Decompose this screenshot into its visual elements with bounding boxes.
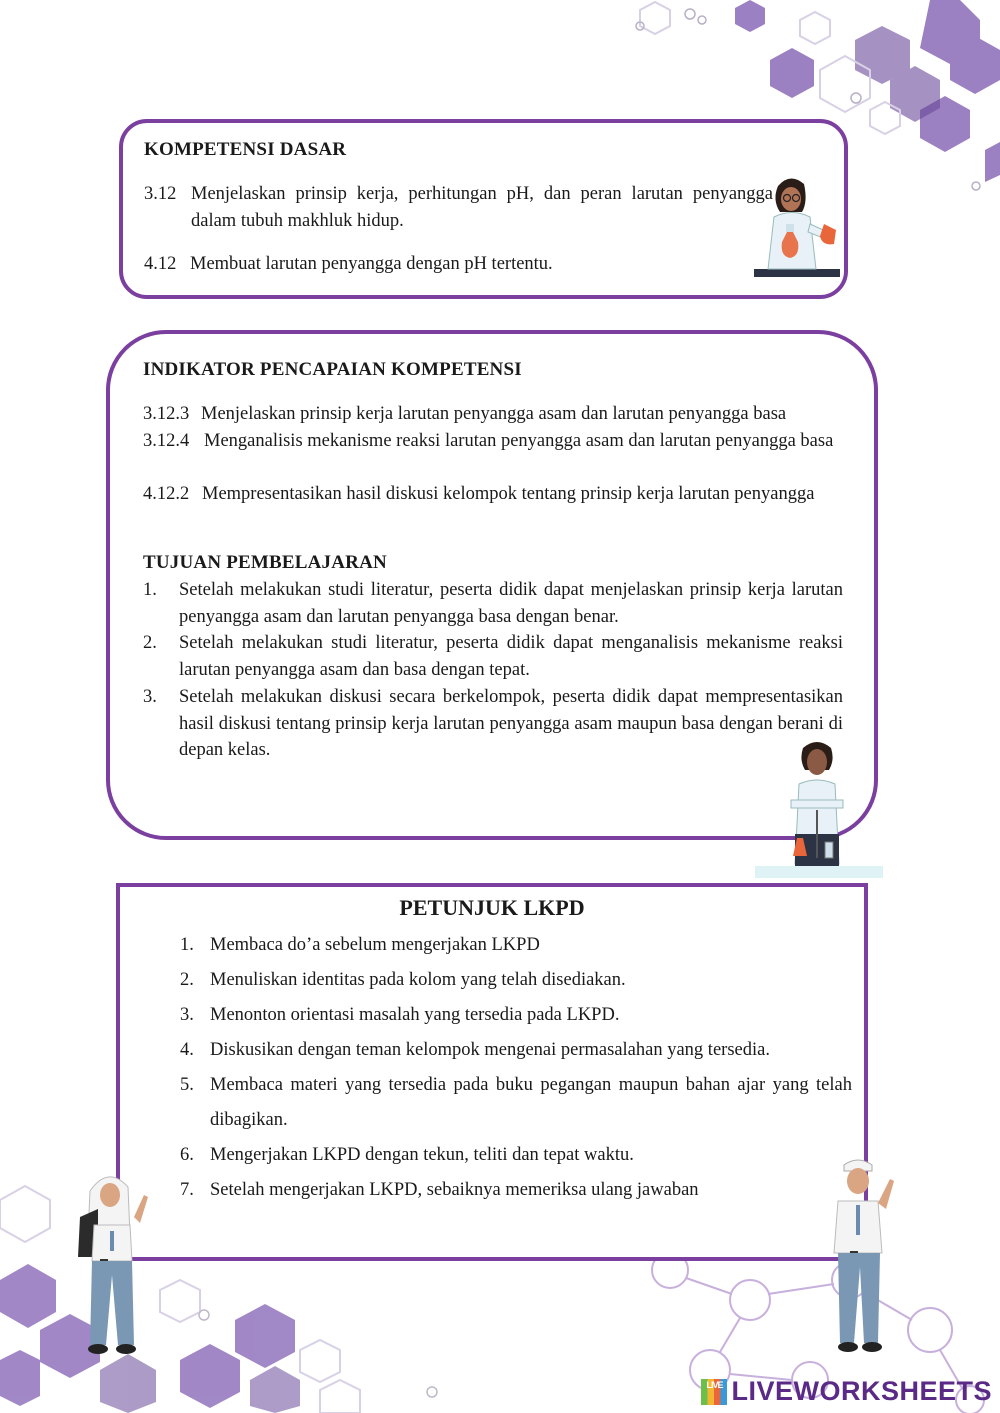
list-text: Setelah melakukan studi literatur, peserta didik dapat menjelaskan prinsip kerja larutan penyangga asam dan larutan penyangga basa dengan benar.	[179, 580, 843, 627]
petunjuk-list	[180, 928, 852, 1208]
list-text: Setelah melakukan diskusi secara berkelompok, peserta didik dapat mempresentasikan hasil diskusi tentang prinsip kerja larutan penyangga asam maupun basa dengan berani di depan kelas.	[179, 686, 843, 761]
list-number: 2.	[180, 970, 194, 990]
ipk-item-text: Menjelaskan prinsip kerja larutan penyangga asam dan larutan penyangga basa	[201, 404, 787, 424]
list-item	[143, 684, 843, 764]
ipk-item-number: 4.12.2	[143, 484, 190, 504]
list-item	[180, 963, 852, 998]
scientist-illustration	[752, 172, 844, 280]
kd-item-text: Membuat larutan penyangga dengan pH tertentu.	[190, 254, 553, 274]
list-item	[143, 630, 843, 683]
list-text: Menonton orientasi masalah yang tersedia pada LKPD.	[210, 1005, 620, 1025]
list-item	[180, 998, 852, 1033]
ipk-item-number: 3.12.4	[143, 431, 190, 451]
list-number: 3.	[143, 686, 157, 707]
list-text: Membaca materi yang tersedia pada buku pegangan maupun bahan ajar yang telah dibagikan.	[210, 1075, 852, 1130]
ipk-item-4-12-2	[143, 481, 902, 508]
liveworksheets-logo	[701, 1376, 992, 1407]
list-item	[143, 577, 843, 630]
student-girl-illustration	[70, 1165, 160, 1360]
list-text: Membaca do’a sebelum mengerjakan LKPD	[210, 935, 540, 955]
list-text: Setelah melakukan studi literatur, peserta didik dapat menganalisis mekanisme reaksi larutan penyangga asam dan basa dengan tepat.	[179, 633, 843, 681]
list-text: Menuliskan identitas pada kolom yang telah disediakan.	[210, 970, 626, 990]
list-item	[180, 1033, 852, 1068]
list-number: 3.	[180, 1005, 194, 1025]
kd-item-number: 3.12	[144, 184, 177, 204]
list-number: 4.	[180, 1040, 194, 1060]
kd-item-number: 4.12	[144, 254, 177, 274]
liveworksheets-brand: LIVEWORKSHEETS	[731, 1376, 992, 1406]
list-number: 6.	[180, 1145, 194, 1165]
indikator-title: INDIKATOR PENCAPAIAN KOMPETENSI	[143, 359, 522, 380]
list-number: 1.	[180, 935, 194, 955]
ipk-item-text: Menganalisis mekanisme reaksi larutan penyangga asam dan larutan penyangga basa	[204, 431, 834, 451]
ipk-item-3-12-3	[143, 401, 843, 428]
list-number: 1.	[143, 580, 157, 600]
list-text: Diskusikan dengan teman kelompok mengenai permasalahan yang tersedia.	[210, 1040, 770, 1060]
ipk-item-text: Mempresentasikan hasil diskusi kelompok tentang prinsip kerja larutan penyangga	[202, 484, 815, 504]
list-number: 5.	[180, 1075, 194, 1095]
list-number: 7.	[180, 1180, 194, 1200]
list-item	[180, 1068, 852, 1138]
logo-letters: LIVE	[701, 1379, 727, 1405]
list-text: Setelah mengerjakan LKPD, sebaiknya memeriksa ulang jawaban	[210, 1180, 699, 1200]
petunjuk-lkpd-title: PETUNJUK LKPD	[399, 895, 585, 920]
list-number: 2.	[143, 633, 157, 654]
kd-item-4-12	[144, 251, 726, 278]
kd-item-3-12	[144, 181, 773, 235]
list-item	[180, 1173, 852, 1208]
kompetensi-dasar-title: KOMPETENSI DASAR	[144, 139, 347, 160]
tujuan-title: TUJUAN PEMBELAJARAN	[143, 552, 387, 573]
list-text: Mengerjakan LKPD dengan tekun, teliti dan tepat waktu.	[210, 1145, 634, 1165]
list-item	[180, 928, 852, 963]
kd-item-text: Menjelaskan prinsip kerja, perhitungan pH, dan peran larutan penyangga dalam tubuh makhluk hidup.	[191, 184, 773, 231]
teacher-illustration	[755, 738, 883, 880]
tujuan-list	[143, 577, 843, 764]
list-item	[180, 1138, 852, 1173]
ipk-item-3-12-4	[143, 428, 904, 455]
student-boy-illustration	[820, 1155, 900, 1355]
ipk-item-number: 3.12.3	[143, 404, 190, 424]
